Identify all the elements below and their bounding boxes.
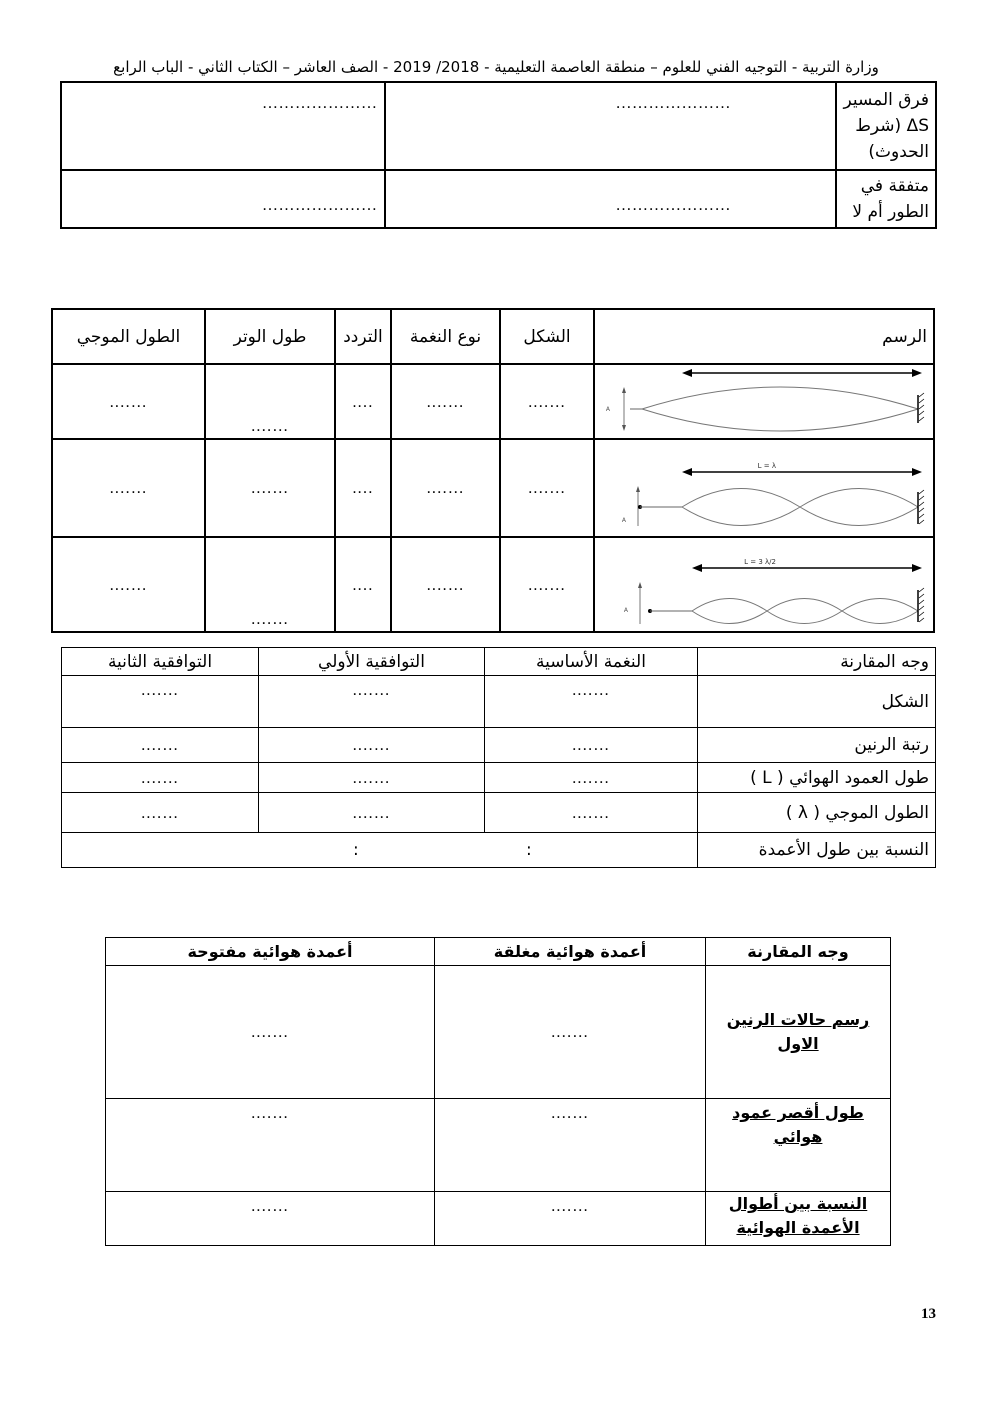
- header-first-harmonic: التوافقية الأولي: [259, 648, 485, 676]
- diagram-first-overtone: [594, 439, 934, 537]
- header-string-length: طول الوتر: [205, 309, 335, 364]
- cell-dots: …….: [435, 1192, 706, 1246]
- header-comparison: وجه المقارنة: [698, 648, 936, 676]
- header-wavelength: الطول الموجي: [52, 309, 205, 364]
- cell-dots: …….: [391, 439, 500, 537]
- svg-text:A: A: [621, 517, 626, 524]
- row-label-shortest-column: طول أقصر عمود هوائي: [706, 1099, 891, 1192]
- cell-dots: …….: [259, 676, 485, 728]
- header-open-columns: أعمدة هوائية مفتوحة: [106, 938, 435, 966]
- table-row: [106, 1099, 891, 1192]
- page-number: 13: [921, 1306, 936, 1322]
- ratio-colon: :: [526, 840, 532, 860]
- cell-dots: …….: [62, 763, 259, 793]
- ratio-colon: :: [353, 840, 359, 860]
- row-label-in-phase: متفقة في الطور أم لا: [836, 170, 936, 228]
- cell-dots: …….: [485, 676, 698, 728]
- row-label-resonance-drawing: رسم حالات الرنين الاول: [706, 966, 891, 1099]
- row-label-columns-ratio: النسبة بين أطوال الأعمدة الهوائية: [706, 1192, 891, 1246]
- cell-dots: …………………: [385, 170, 837, 228]
- row-label-shape: الشكل: [698, 676, 936, 728]
- cell-dots: …….: [52, 364, 205, 439]
- cell-dots: …….: [435, 966, 706, 1099]
- cell-dots: …….: [259, 793, 485, 833]
- cell-dots: …….: [106, 1192, 435, 1246]
- air-column-harmonics-table: [61, 647, 936, 868]
- table-header-row: [106, 938, 891, 966]
- diagram-label-l-3lambda: L = 3 λ/2: [744, 558, 776, 566]
- string-wave-diagram-3: [596, 538, 932, 626]
- page-header: وزارة التربية - التوجيه الفني للعلوم – منطقة العاصمة التعليمية - 2018/ 2019 - الصف العاشر – الكتاب الثاني - الباب الرابع: [113, 58, 879, 76]
- table-header-row: [62, 648, 936, 676]
- cell-dots: …….: [106, 966, 435, 1099]
- header-fundamental: النغمة الأساسية: [485, 648, 698, 676]
- cell-dots: …….: [485, 728, 698, 763]
- table-row: [62, 763, 936, 793]
- header-tone-type: نوع النغمة: [391, 309, 500, 364]
- table-row: [62, 833, 936, 868]
- table-row: [106, 966, 891, 1099]
- cell-dots: …………………: [61, 170, 385, 228]
- header-drawing: الرسم: [594, 309, 934, 364]
- cell-dots: …….: [205, 537, 335, 632]
- cell-dots: …….: [52, 439, 205, 537]
- cell-dots: …….: [205, 364, 335, 439]
- cell-dots: …….: [62, 793, 259, 833]
- open-closed-columns-table: [105, 937, 891, 1246]
- ratio-cell: [62, 833, 698, 868]
- header-frequency: التردد: [335, 309, 391, 364]
- row-label-wavelength: الطول الموجي ( λ ): [698, 793, 936, 833]
- cell-dots: …….: [106, 1099, 435, 1192]
- string-harmonics-table: [51, 308, 935, 633]
- header-second-harmonic: التوافقية الثانية: [62, 648, 259, 676]
- table-row: [52, 364, 934, 439]
- table-header-row: [52, 309, 934, 364]
- path-difference-table: [60, 81, 937, 229]
- table-row: [62, 793, 936, 833]
- cell-dots: …………………: [61, 82, 385, 170]
- table-row: [61, 170, 936, 228]
- cell-dots: …….: [52, 537, 205, 632]
- row-label-path-difference: فرق المسير ΔS (شرط الحدوث): [836, 82, 936, 170]
- cell-dots: …….: [500, 439, 594, 537]
- string-wave-diagram-2: [596, 440, 932, 531]
- cell-dots: …………………: [385, 82, 837, 170]
- cell-dots: …….: [391, 364, 500, 439]
- cell-dots: ….: [335, 537, 391, 632]
- row-label-column-length: طول العمود الهوائي ( L ): [698, 763, 936, 793]
- string-wave-diagram-1: [596, 365, 932, 433]
- cell-dots: …….: [205, 439, 335, 537]
- cell-dots: …….: [500, 537, 594, 632]
- svg-text:A: A: [623, 607, 628, 614]
- cell-dots: …….: [259, 728, 485, 763]
- row-label-ratio: النسبة بين طول الأعمدة: [698, 833, 936, 868]
- cell-dots: ….: [335, 439, 391, 537]
- row-label-resonance-order: رتبة الرنين: [698, 728, 936, 763]
- cell-dots: ….: [335, 364, 391, 439]
- cell-dots: …….: [259, 763, 485, 793]
- diagram-second-overtone: [594, 537, 934, 632]
- cell-dots: …….: [391, 537, 500, 632]
- cell-dots: …….: [485, 793, 698, 833]
- cell-dots: …….: [62, 676, 259, 728]
- cell-dots: …….: [500, 364, 594, 439]
- table-row: [61, 82, 936, 170]
- svg-text:A: A: [605, 406, 610, 413]
- table-row: [62, 676, 936, 728]
- cell-dots: …….: [62, 728, 259, 763]
- diagram-fundamental: [594, 364, 934, 439]
- header-closed-columns: أعمدة هوائية مغلقة: [435, 938, 706, 966]
- header-comparison: وجه المقارنة: [706, 938, 891, 966]
- diagram-label-l-lambda: L = λ: [757, 462, 776, 470]
- cell-dots: …….: [485, 763, 698, 793]
- header-shape: الشكل: [500, 309, 594, 364]
- table-row: [62, 728, 936, 763]
- table-row: [52, 439, 934, 537]
- cell-dots: …….: [435, 1099, 706, 1192]
- table-row: [106, 1192, 891, 1246]
- table-row: [52, 537, 934, 632]
